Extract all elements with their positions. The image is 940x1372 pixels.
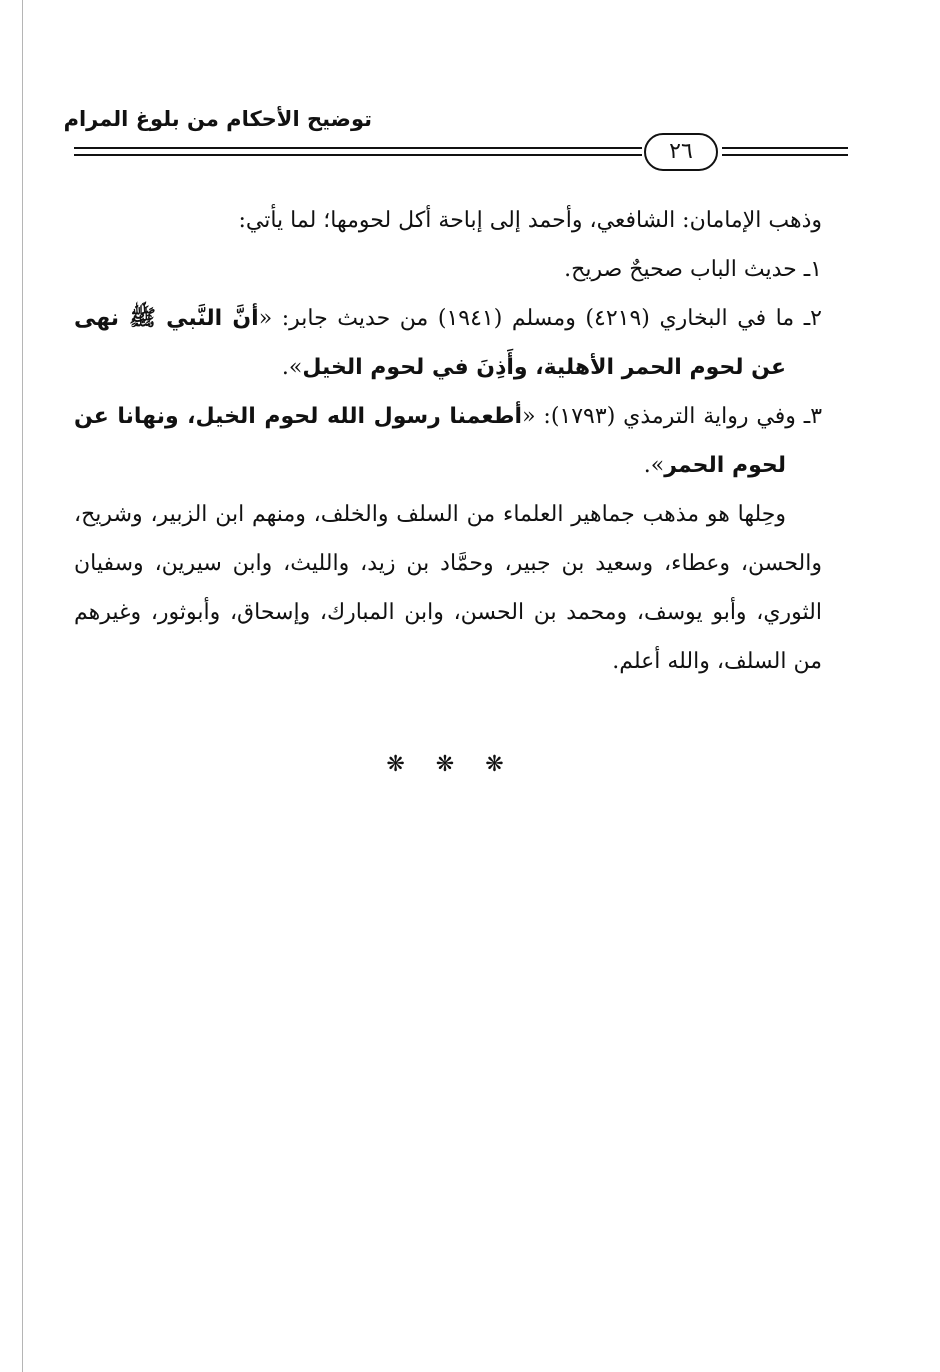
header-rule xyxy=(74,154,642,156)
page-edge-line xyxy=(22,0,23,1372)
header-rule xyxy=(722,147,848,149)
hadith-quote: أنَّ النَّبي ﷺ نهى عن لحوم الحمر الأهلية، وأَذِنَ في لحوم الخيل xyxy=(74,306,786,380)
list-item xyxy=(74,294,822,392)
section-separator: ❋ ❋ ❋ xyxy=(386,752,504,777)
main-text xyxy=(74,196,822,686)
list-item-text: ». xyxy=(643,453,665,478)
list-item xyxy=(74,245,822,294)
list-item-text: ٣ـ وفي رواية الترمذي (١٧٩٣): « xyxy=(522,404,823,429)
hadith-quote: أطعمنا رسول الله لحوم الخيل، ونهانا عن لحوم الحمر xyxy=(74,404,786,478)
header-rule xyxy=(722,154,848,156)
running-title: توضيح الأحكام من بلوغ المرام xyxy=(63,107,372,131)
page-number: ٢٦ xyxy=(644,133,718,171)
list-item-text: ١ـ حديث الباب صحيحٌ صريح. xyxy=(564,257,822,282)
list-item-text: ٢ـ ما في البخاري (٤٢١٩) ومسلم (١٩٤١) من حديث جابر: « xyxy=(258,306,822,331)
closing-paragraph: وحِلها هو مذهب جماهير العلماء من السلف والخلف، ومنهم ابن الزبير، وشريح، والحسن، وعطاء، وسعيد بن جبير، وحمَّاد بن زيد، والليث، وابن سيرين، وسفيان الثوري، وأبو يوسف، ومحمد بن الحسن، وابن المبارك، وإسحاق، وأبوثور، وغيرهم من السلف، والله أعلم. xyxy=(74,502,822,674)
header-rule xyxy=(74,147,642,149)
list-item-text: ». xyxy=(281,355,303,380)
intro-paragraph: وذهب الإمامان: الشافعي، وأحمد إلى إباحة أكل لحومها؛ لما يأتي: xyxy=(238,208,822,233)
list-item xyxy=(74,392,822,490)
